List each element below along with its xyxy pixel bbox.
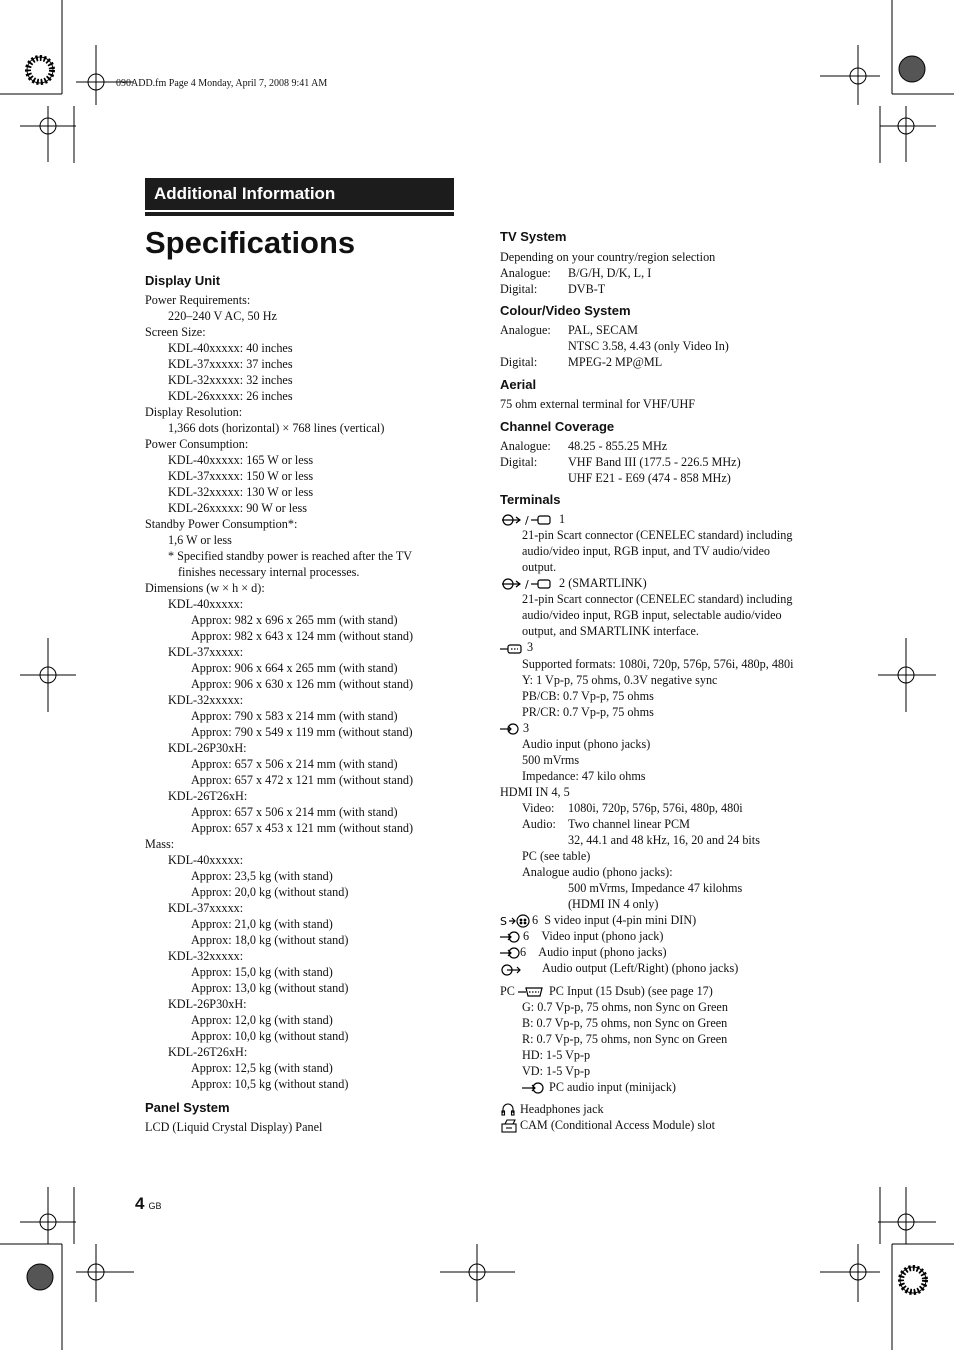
spec-line: 220–240 V AC, 50 Hz — [168, 309, 277, 323]
spec-line: KDL-37xxxxx: — [168, 901, 244, 915]
svg-text:S: S — [500, 915, 507, 929]
colour-row: Analogue: PAL, SECAM — [500, 323, 638, 337]
tv-system-heading: TV System — [500, 229, 567, 244]
spec-line: KDL-37xxxxx: 37 inches — [168, 357, 293, 371]
terminal-line: output, and SMARTLINK interface. — [522, 624, 699, 639]
terminal-line: audio/video input, RGB input, and TV audio/video — [522, 544, 771, 559]
spec-line: * Specified standby power is reached after the TV — [168, 549, 413, 563]
svg-text:/: / — [525, 514, 529, 528]
pc-audio: PC audio input (minijack) — [500, 1079, 728, 1095]
terminal-component-3-label: 3 — [527, 640, 534, 655]
panel-system-text: LCD (Liquid Crystal Display) Panel — [145, 1120, 323, 1134]
terminal-line: 21-pin Scart connector (CENELEC standard) including — [522, 528, 793, 543]
hdmi-audio-detail: 32, 44.1 and 48 kHz, 16, 20 and 24 bits — [568, 832, 760, 847]
spec-line: Dimensions (w × h × d): — [145, 581, 265, 595]
terminal-line: 21-pin Scart connector (CENELEC standard) including — [522, 592, 793, 607]
terminal-line: Supported formats: 1080i, 720p, 576p, 576i, 480p, 480i — [522, 656, 794, 671]
hdmi-pc: PC (see table) — [522, 848, 591, 863]
hdmi-row: Audio: Two channel linear PCM — [522, 816, 691, 831]
spec-line: Approx: 906 x 664 x 265 mm (with stand) — [191, 661, 398, 675]
terminal-line: output. — [522, 560, 557, 575]
colour-video-block — [500, 322, 729, 370]
terminal-audio-3 — [500, 720, 794, 736]
spec-line: 1,6 W or less — [168, 533, 232, 547]
spec-line: Approx: 18,0 kg (without stand) — [191, 933, 349, 947]
display-unit-list — [145, 292, 413, 1092]
spec-line: KDL-26P30xH: — [168, 741, 247, 755]
terminal-audio-3-label: 3 — [523, 720, 530, 735]
spec-line: Display Resolution: — [145, 405, 243, 419]
panel-system-heading: Panel System — [145, 1100, 230, 1115]
tv-system-block — [500, 249, 715, 297]
spec-line: Power Requirements: — [145, 293, 251, 307]
terminal-scart-1 — [500, 511, 794, 527]
channel-row: UHF E21 - E69 (474 - 858 MHz) — [568, 471, 731, 485]
spec-line: Approx: 790 x 549 x 119 mm (without stand) — [191, 725, 413, 739]
file-info-header: 090ADD.fm Page 4 Monday, April 7, 2008 9:41 AM — [116, 78, 328, 89]
pc-line: R: 0.7 Vp-p, 75 ohms, non Sync on Green — [522, 1032, 728, 1047]
spec-line: Screen Size: — [145, 325, 206, 339]
spec-line: KDL-26xxxxx: 26 inches — [168, 389, 293, 403]
pc-line: HD: 1-5 Vp-p — [522, 1048, 591, 1063]
spec-line: Approx: 13,0 kg (without stand) — [191, 981, 349, 995]
colour-video-heading: Colour/Video System — [500, 303, 631, 318]
spec-line: Approx: 657 x 506 x 214 mm (with stand) — [191, 805, 398, 819]
spec-line: Approx: 20,0 kg (without stand) — [191, 885, 349, 899]
headphones-icon — [500, 1103, 520, 1117]
scart-in-out-icon — [500, 513, 556, 527]
terminal-line: PB/CB: 0.7 Vp-p, 75 ohms — [522, 688, 654, 703]
spec-line: Mass: — [145, 837, 175, 851]
pc-input: PC PC Input (15 Dsub) (see page 17) — [500, 984, 713, 998]
component-video-icon — [500, 642, 524, 656]
terminal-line: audio/video input, RGB input, selectable audio/video — [522, 608, 782, 623]
spec-line: KDL-37xxxxx: 150 W or less — [168, 469, 314, 483]
spec-line: Approx: 10,5 kg (without stand) — [191, 1077, 349, 1091]
spec-line: Approx: 15,0 kg (with stand) — [191, 965, 333, 979]
channel-coverage-heading: Channel Coverage — [500, 419, 615, 434]
audio-input-icon — [500, 946, 520, 960]
spec-line: KDL-40xxxxx: — [168, 597, 244, 611]
audio-output-icon — [500, 963, 542, 977]
spec-line: Approx: 10,0 kg (without stand) — [191, 1029, 349, 1043]
channel-row: Analogue: 48.25 - 855.25 MHz — [500, 439, 668, 453]
terminal-scart-1-label: 1 — [559, 512, 566, 526]
hdmi-label: HDMI IN 4, 5 — [500, 784, 570, 799]
spec-line: KDL-40xxxxx: 40 inches — [168, 341, 293, 355]
spec-line: Approx: 657 x 453 x 121 mm (without stand) — [191, 821, 414, 835]
spec-line: KDL-40xxxxx: — [168, 853, 244, 867]
spec-line: Approx: 657 x 506 x 214 mm (with stand) — [191, 757, 398, 771]
pc-input-icon — [518, 985, 546, 999]
spec-line: Approx: 12,5 kg (with stand) — [191, 1061, 333, 1075]
display-unit-heading: Display Unit — [145, 273, 221, 288]
colour-row: Digital: MPEG-2 MP@ML — [500, 355, 663, 369]
tv-row: Analogue: B/G/H, D/K, L, I — [500, 266, 652, 280]
terminal-video-6: 6 Video input (phono jack) — [500, 928, 794, 944]
tv-row: Digital: DVB-T — [500, 282, 606, 296]
spec-line: KDL-32xxxxx: — [168, 949, 244, 963]
pc-line: B: 0.7 Vp-p, 75 ohms, non Sync on Green — [522, 1016, 728, 1031]
terminal-scart-2-label: 2 (SMARTLINK) — [559, 576, 647, 591]
pc-audio-icon — [522, 1081, 546, 1095]
spec-line: KDL-26T26xH: — [168, 789, 248, 803]
pc-line: VD: 1-5 Vp-p — [522, 1064, 591, 1079]
terminal-line: Y: 1 Vp-p, 75 ohms, 0.3V negative sync — [522, 672, 718, 687]
hdmi-row: Video: 1080i, 720p, 576p, 576i, 480p, 480i — [522, 800, 743, 815]
spec-line: Approx: 982 x 696 x 265 mm (with stand) — [191, 613, 398, 627]
pc-block — [500, 983, 728, 1095]
banner-rule — [145, 212, 454, 216]
cam-slot-icon — [500, 1119, 520, 1133]
terminal-line: Impedance: 47 kilo ohms — [522, 768, 646, 783]
terminal-audio-out: Audio output (Left/Right) (phono jacks) — [500, 960, 794, 976]
section-banner: Additional Information — [145, 178, 454, 210]
terminal-line: 500 mVrms — [522, 752, 580, 767]
spec-line: KDL-26P30xH: — [168, 997, 247, 1011]
s-video-icon — [500, 914, 532, 928]
spec-line: 1,366 dots (horizontal) × 768 lines (vertical) — [168, 421, 385, 435]
headphones-row: Headphones jack — [500, 1101, 715, 1117]
spec-line: KDL-32xxxxx: — [168, 693, 244, 707]
colour-row: NTSC 3.58, 4.43 (only Video In) — [568, 339, 729, 353]
terminal-component-3 — [500, 639, 794, 655]
page-title: Specifications — [145, 225, 356, 260]
misc-block — [500, 1101, 715, 1133]
cam-row: CAM (Conditional Access Module) slot — [500, 1117, 715, 1133]
spec-line: Power Consumption: — [145, 437, 249, 451]
spec-line: KDL-37xxxxx: — [168, 645, 244, 659]
aerial-text: 75 ohm external terminal for VHF/UHF — [500, 397, 696, 411]
spec-line: Approx: 657 x 472 x 121 mm (without stand) — [191, 773, 414, 787]
audio-input-icon — [500, 722, 520, 736]
terminal-scart-2 — [500, 575, 794, 591]
terminal-audio-6: 6 Audio input (phono jacks) — [500, 944, 794, 960]
spec-line: KDL-26T26xH: — [168, 1045, 248, 1059]
terminal-line: PR/CR: 0.7 Vp-p, 75 ohms — [522, 704, 654, 719]
aerial-heading: Aerial — [500, 377, 537, 392]
spec-line: Approx: 12,0 kg (with stand) — [191, 1013, 333, 1027]
svg-text:/: / — [525, 578, 529, 592]
channel-coverage-block — [500, 438, 741, 486]
spec-line: finishes necessary internal processes. — [178, 565, 360, 579]
hdmi-analogue-note: (HDMI IN 4 only) — [568, 896, 659, 911]
scart-in-out-icon — [500, 577, 556, 591]
channel-row: Digital: VHF Band III (177.5 - 226.5 MHz) — [500, 455, 741, 469]
terminals-block — [500, 511, 794, 977]
spec-line: Approx: 21,0 kg (with stand) — [191, 917, 333, 931]
video-input-icon — [500, 930, 520, 944]
tv-system-intro: Depending on your country/region selection — [500, 250, 716, 264]
terminals-heading: Terminals — [500, 492, 561, 507]
hdmi-analogue-value: 500 mVrms, Impedance 47 kilohms — [568, 880, 743, 895]
spec-line: KDL-32xxxxx: 32 inches — [168, 373, 293, 387]
spec-line: KDL-32xxxxx: 130 W or less — [168, 485, 314, 499]
spec-line: Approx: 982 x 643 x 124 mm (without stand) — [191, 629, 414, 643]
terminal-svideo-6: S 6 S video input (4-pin mini DIN) — [500, 912, 697, 929]
hdmi-analogue: Analogue audio (phono jacks): — [522, 864, 673, 879]
spec-line: Approx: 790 x 583 x 214 mm (with stand) — [191, 709, 398, 723]
spec-line: Approx: 23,5 kg (with stand) — [191, 869, 333, 883]
spec-line: KDL-26xxxxx: 90 W or less — [168, 501, 308, 515]
pc-line: G: 0.7 Vp-p, 75 ohms, non Sync on Green — [522, 1000, 728, 1015]
terminal-line: Audio input (phono jacks) — [522, 736, 651, 751]
page-number: 4 GB — [135, 1194, 162, 1213]
spec-line: Standby Power Consumption*: — [145, 517, 298, 531]
spec-line: Approx: 906 x 630 x 126 mm (without stand) — [191, 677, 414, 691]
spec-line: KDL-40xxxxx: 165 W or less — [168, 453, 314, 467]
